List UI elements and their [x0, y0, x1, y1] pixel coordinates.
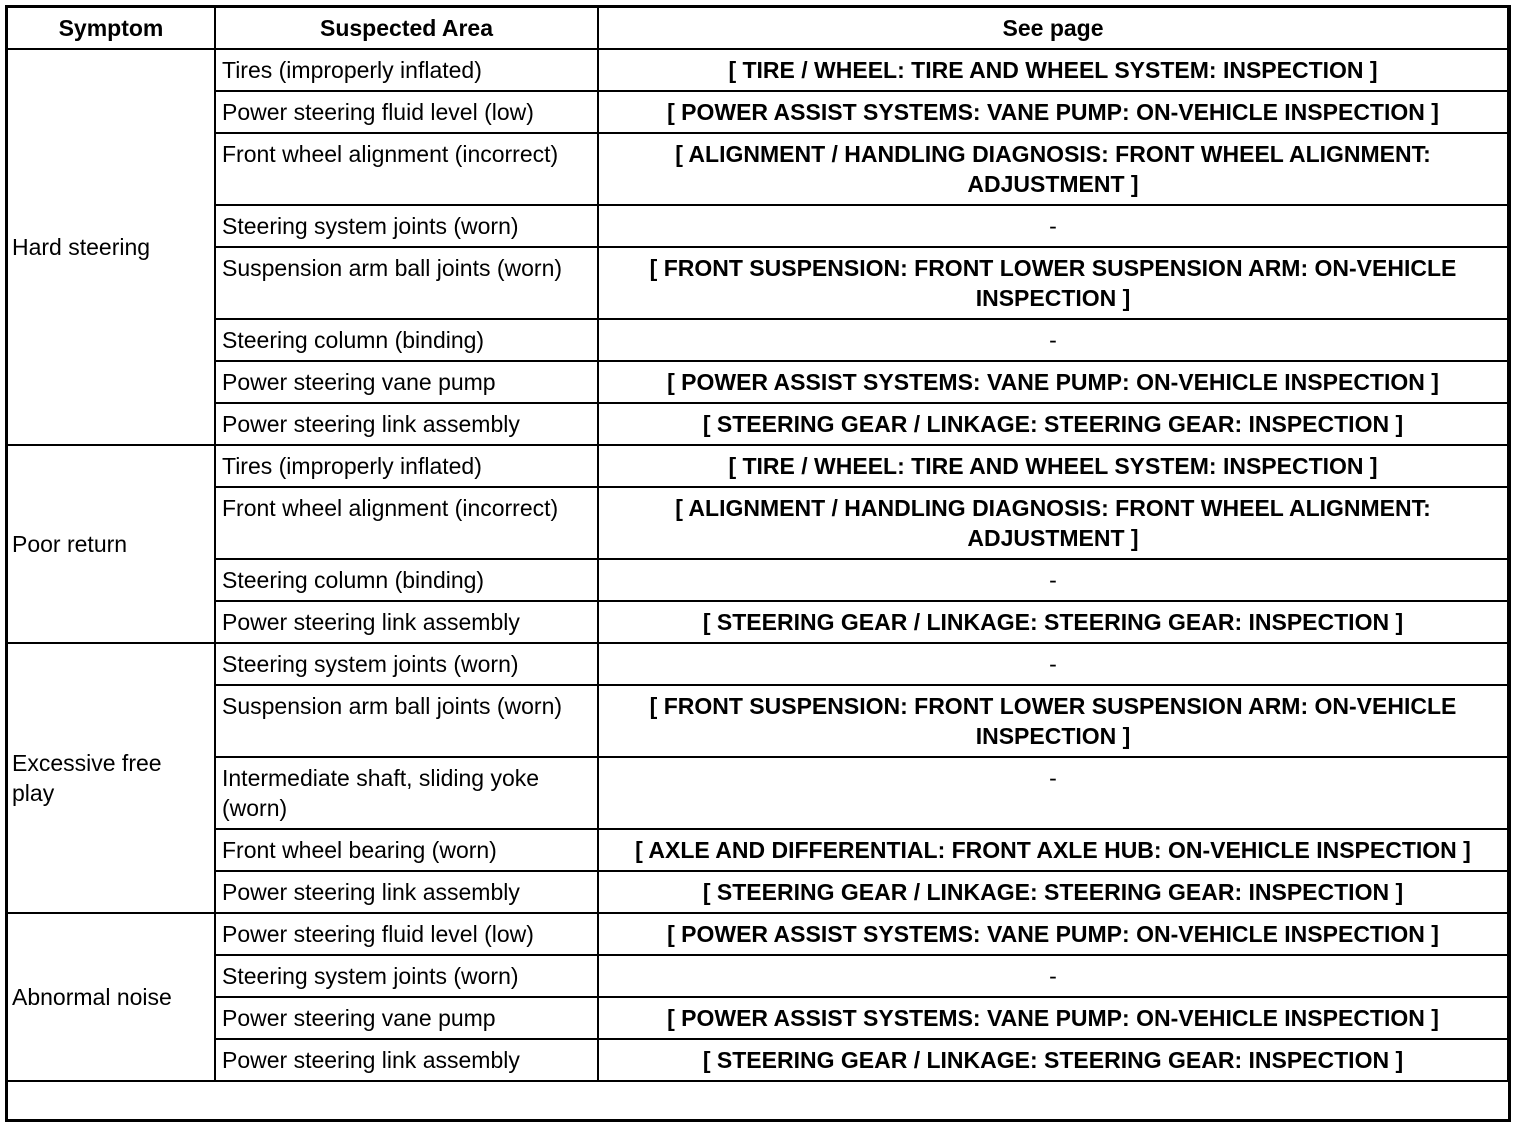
table-row	[7, 643, 1508, 685]
suspected-area-cell: Suspension arm ball joints (worn)	[215, 247, 598, 319]
see-page-header: See page	[598, 7, 1508, 49]
see-page-reference: [ AXLE AND DIFFERENTIAL: FRONT AXLE HUB: ON-VEHICLE INSPECTION ]	[598, 829, 1508, 871]
see-page-reference: [ ALIGNMENT / HANDLING DIAGNOSIS: FRONT WHEEL ALIGNMENT: ADJUSTMENT ]	[598, 487, 1508, 559]
table-row	[7, 955, 1508, 997]
see-page-reference: [ TIRE / WHEEL: TIRE AND WHEEL SYSTEM: INSPECTION ]	[598, 445, 1508, 487]
see-page-reference: [ FRONT SUSPENSION: FRONT LOWER SUSPENSION ARM: ON-VEHICLE INSPECTION ]	[598, 247, 1508, 319]
suspected-area-header: Suspected Area	[215, 7, 598, 49]
symptom-cell: Hard steering	[7, 49, 215, 445]
table-row	[7, 205, 1508, 247]
symptom-cell: Abnormal noise	[7, 913, 215, 1081]
table-row	[7, 559, 1508, 601]
table-row	[7, 403, 1508, 445]
table-row	[7, 487, 1508, 559]
symptom-cell: Excessive free play	[7, 643, 215, 913]
troubleshooting-table	[6, 6, 1509, 1082]
table-row	[7, 997, 1508, 1039]
table-row	[7, 757, 1508, 829]
table-row	[7, 133, 1508, 205]
table-row	[7, 49, 1508, 91]
see-page-reference: -	[598, 643, 1508, 685]
see-page-reference: -	[598, 955, 1508, 997]
suspected-area-cell: Front wheel alignment (incorrect)	[215, 487, 598, 559]
table-row	[7, 91, 1508, 133]
see-page-reference: -	[598, 757, 1508, 829]
suspected-area-cell: Power steering vane pump	[215, 997, 598, 1039]
table-row	[7, 601, 1508, 643]
table-row	[7, 829, 1508, 871]
see-page-reference: -	[598, 205, 1508, 247]
table-body	[7, 49, 1508, 1081]
see-page-reference: [ TIRE / WHEEL: TIRE AND WHEEL SYSTEM: INSPECTION ]	[598, 49, 1508, 91]
see-page-reference: [ STEERING GEAR / LINKAGE: STEERING GEAR: INSPECTION ]	[598, 1039, 1508, 1081]
suspected-area-cell: Steering column (binding)	[215, 319, 598, 361]
suspected-area-cell: Power steering fluid level (low)	[215, 91, 598, 133]
suspected-area-cell: Steering system joints (worn)	[215, 955, 598, 997]
symptom-header: Symptom	[7, 7, 215, 49]
table-row	[7, 685, 1508, 757]
see-page-reference: [ STEERING GEAR / LINKAGE: STEERING GEAR: INSPECTION ]	[598, 871, 1508, 913]
suspected-area-cell: Power steering vane pump	[215, 361, 598, 403]
table-row	[7, 319, 1508, 361]
table-row	[7, 445, 1508, 487]
see-page-reference: [ POWER ASSIST SYSTEMS: VANE PUMP: ON-VEHICLE INSPECTION ]	[598, 913, 1508, 955]
see-page-reference: -	[598, 559, 1508, 601]
suspected-area-cell: Front wheel alignment (incorrect)	[215, 133, 598, 205]
see-page-reference: [ STEERING GEAR / LINKAGE: STEERING GEAR: INSPECTION ]	[598, 403, 1508, 445]
suspected-area-cell: Power steering link assembly	[215, 1039, 598, 1081]
suspected-area-cell: Steering column (binding)	[215, 559, 598, 601]
see-page-reference: [ STEERING GEAR / LINKAGE: STEERING GEAR: INSPECTION ]	[598, 601, 1508, 643]
suspected-area-cell: Steering system joints (worn)	[215, 643, 598, 685]
suspected-area-cell: Intermediate shaft, sliding yoke (worn)	[215, 757, 598, 829]
suspected-area-cell: Front wheel bearing (worn)	[215, 829, 598, 871]
suspected-area-cell: Power steering fluid level (low)	[215, 913, 598, 955]
header-row	[7, 7, 1508, 49]
suspected-area-cell: Power steering link assembly	[215, 601, 598, 643]
see-page-reference: [ POWER ASSIST SYSTEMS: VANE PUMP: ON-VEHICLE INSPECTION ]	[598, 997, 1508, 1039]
see-page-reference: [ POWER ASSIST SYSTEMS: VANE PUMP: ON-VEHICLE INSPECTION ]	[598, 361, 1508, 403]
table-row	[7, 361, 1508, 403]
suspected-area-cell: Power steering link assembly	[215, 403, 598, 445]
see-page-reference: [ FRONT SUSPENSION: FRONT LOWER SUSPENSION ARM: ON-VEHICLE INSPECTION ]	[598, 685, 1508, 757]
table-header	[7, 7, 1508, 49]
suspected-area-cell: Tires (improperly inflated)	[215, 445, 598, 487]
table-row	[7, 1039, 1508, 1081]
table-row	[7, 913, 1508, 955]
suspected-area-cell: Steering system joints (worn)	[215, 205, 598, 247]
suspected-area-cell: Suspension arm ball joints (worn)	[215, 685, 598, 757]
see-page-reference: -	[598, 319, 1508, 361]
suspected-area-cell: Tires (improperly inflated)	[215, 49, 598, 91]
see-page-reference: [ ALIGNMENT / HANDLING DIAGNOSIS: FRONT WHEEL ALIGNMENT: ADJUSTMENT ]	[598, 133, 1508, 205]
symptom-cell: Poor return	[7, 445, 215, 643]
suspected-area-cell: Power steering link assembly	[215, 871, 598, 913]
table-row	[7, 247, 1508, 319]
see-page-reference: [ POWER ASSIST SYSTEMS: VANE PUMP: ON-VEHICLE INSPECTION ]	[598, 91, 1508, 133]
table-row	[7, 871, 1508, 913]
